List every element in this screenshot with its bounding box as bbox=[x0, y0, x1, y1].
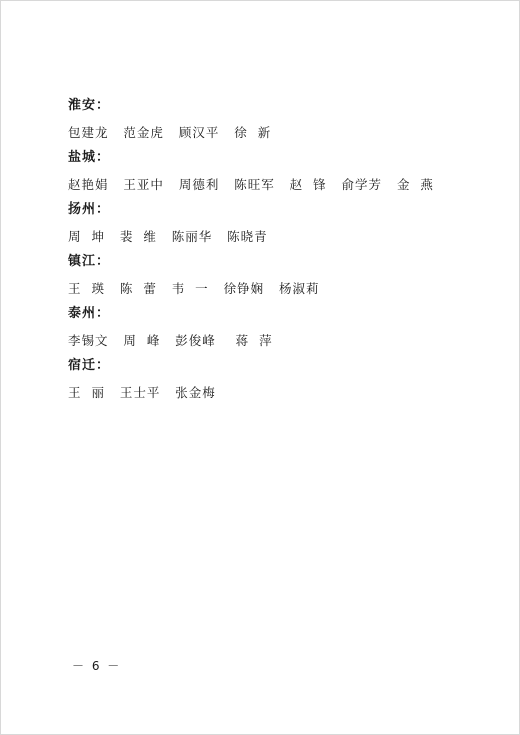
page-number: － 6 － bbox=[72, 659, 122, 673]
name-list: 王 丽 王士平 张金梅 bbox=[68, 385, 216, 400]
section-heading: 泰州： bbox=[68, 306, 111, 321]
section-zhenjiang bbox=[68, 253, 488, 297]
name-list: 赵艳娟 王亚中 周德利 陈旺军 赵 锋 俞学芳 金 燕 bbox=[68, 177, 434, 192]
section-yangzhou bbox=[68, 201, 488, 245]
section-heading: 扬州： bbox=[68, 202, 111, 217]
section-heading: 盐城： bbox=[68, 150, 111, 165]
section-taizhou bbox=[68, 305, 488, 349]
name-list: 王 瑛 陈 蕾 韦 一 徐铮娴 杨淑莉 bbox=[68, 281, 320, 296]
document-body bbox=[68, 97, 488, 409]
section-heading: 淮安： bbox=[68, 98, 111, 113]
section-huaian bbox=[68, 97, 488, 141]
section-heading: 宿迁： bbox=[68, 358, 111, 373]
name-list: 李锡文 周 峰 彭俊峰 蒋 萍 bbox=[68, 333, 273, 348]
name-list: 周 坤 裴 维 陈丽华 陈晓青 bbox=[68, 229, 268, 244]
section-heading: 镇江： bbox=[68, 254, 111, 269]
name-list: 包建龙 范金虎 顾汉平 徐 新 bbox=[68, 125, 272, 140]
section-yancheng bbox=[68, 149, 488, 193]
section-suqian bbox=[68, 357, 488, 401]
